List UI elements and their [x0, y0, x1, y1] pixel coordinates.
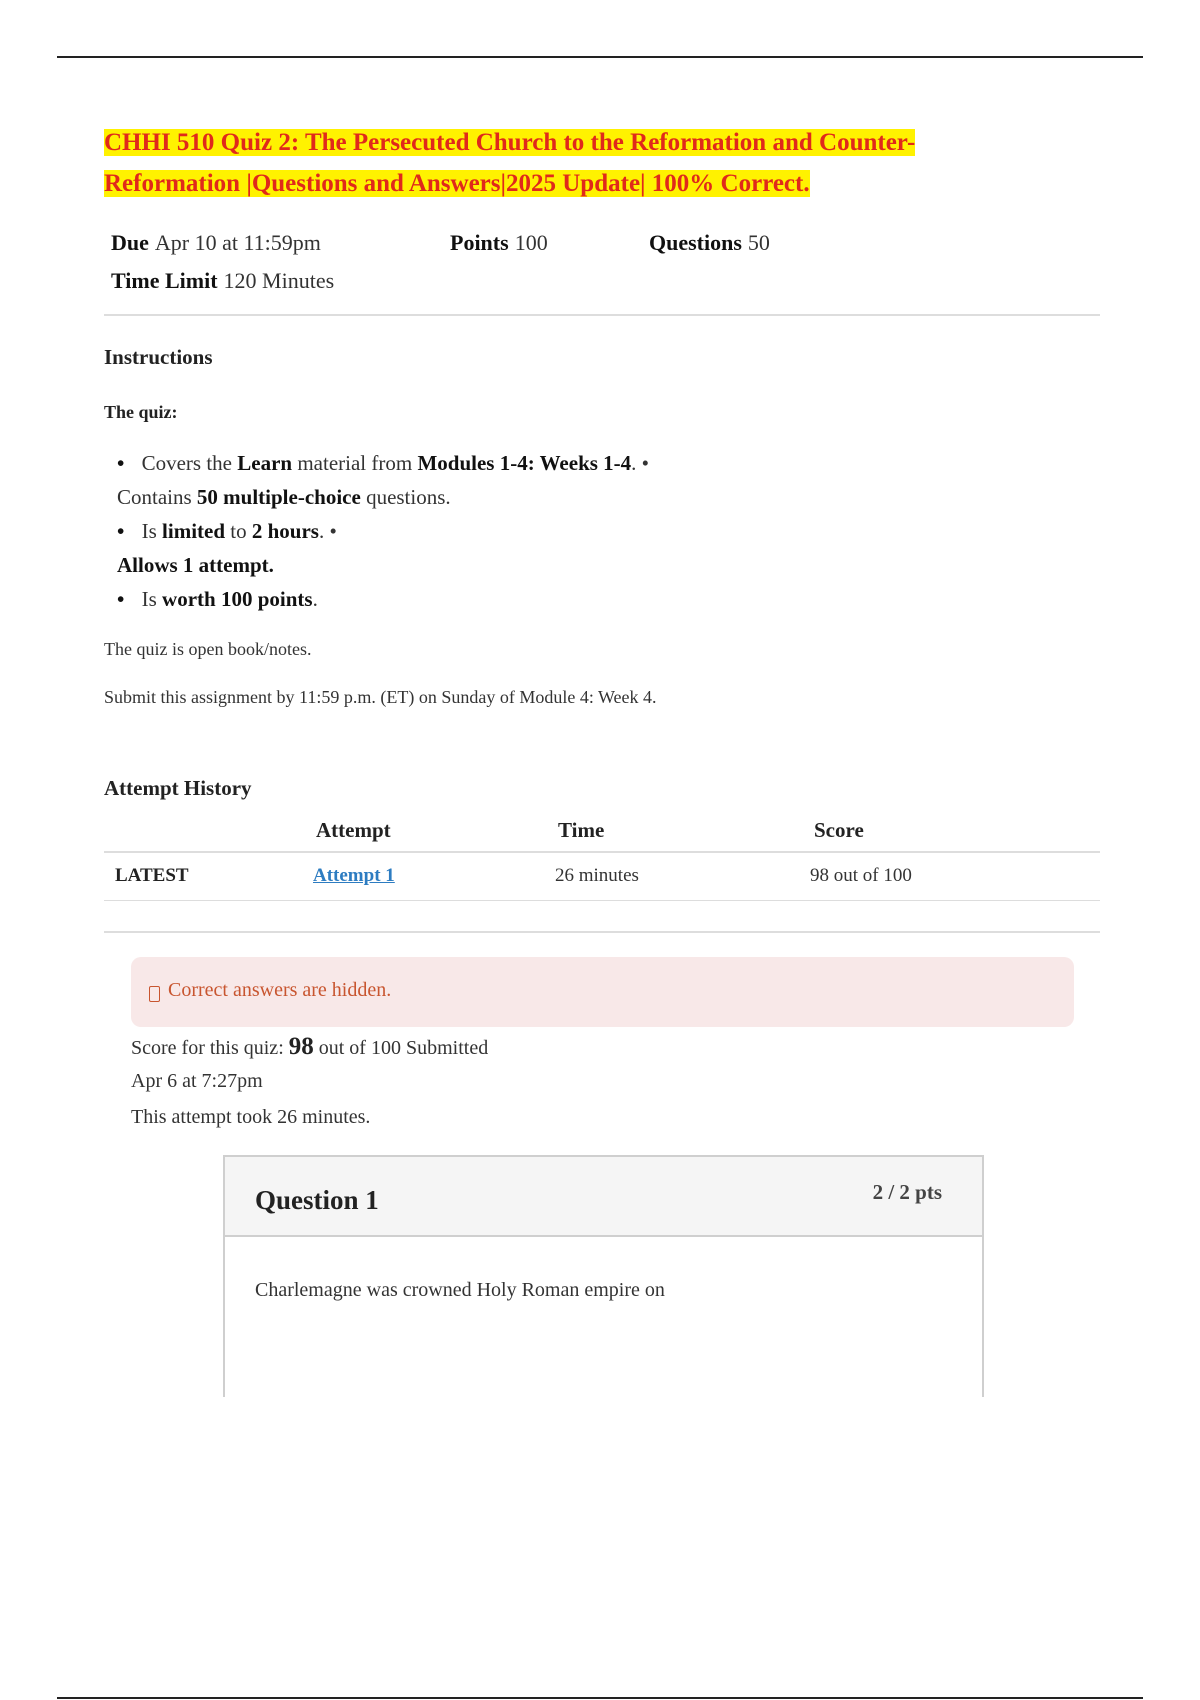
column-header-attempt: Attempt: [316, 818, 391, 842]
section-divider: [104, 931, 1100, 933]
submitted-date: Apr 6 at 7:27pm: [131, 1070, 263, 1092]
page-title: [104, 122, 1104, 204]
instruction-bold: Learn: [237, 451, 293, 475]
instruction-text: Is: [141, 587, 163, 611]
instruction-text: Contains: [117, 485, 197, 509]
column-header-time: Time: [558, 818, 605, 842]
instruction-bold: worth 100 points: [162, 587, 313, 611]
title-line-1: CHHI 510 Quiz 2: The Persecuted Church to the Reformation and Counter-: [104, 129, 916, 156]
time-limit-label: Time Limit: [111, 268, 218, 293]
meta-divider: [104, 314, 1100, 316]
top-rule: [57, 56, 1143, 58]
points-label: Points: [450, 230, 509, 255]
due-meta: [111, 230, 321, 256]
instruction-bold: 50 multiple-choice: [196, 485, 361, 509]
instruction-text: material from: [292, 451, 418, 475]
instruction-bold: Modules 1-4: Weeks 1-4: [417, 451, 632, 475]
time-limit-meta: [111, 268, 334, 294]
quiz-score-line: [131, 1033, 488, 1061]
instruction-text: Is: [141, 519, 163, 543]
bottom-rule: [57, 1697, 1143, 1699]
instruction-text: . •: [631, 451, 650, 475]
instruction-item-1: [117, 451, 649, 476]
due-value: Apr 10 at 11:59pm: [154, 230, 321, 255]
attempt-duration: This attempt took 26 minutes.: [131, 1106, 371, 1128]
latest-label: LATEST: [115, 865, 189, 886]
instructions-heading: Instructions: [104, 345, 213, 369]
question-points: 2 / 2 pts: [872, 1180, 942, 1204]
questions-meta: [649, 230, 770, 256]
instruction-text: to: [225, 519, 252, 543]
attempt-time: 26 minutes: [555, 865, 639, 886]
open-book-note: The quiz is open book/notes.: [104, 639, 312, 659]
question-text: Charlemagne was crowned Holy Roman empire on: [255, 1279, 665, 1301]
question-card: [223, 1155, 984, 1397]
instruction-text: .: [312, 587, 318, 611]
due-label: Due: [111, 230, 149, 255]
score-prefix: Score for this quiz:: [131, 1037, 289, 1059]
points-value: 100: [514, 230, 548, 255]
alert-text: Correct answers are hidden.: [168, 979, 392, 1001]
instruction-item-5: [117, 587, 318, 612]
submit-note: Submit this assignment by 11:59 p.m. (ET) on Sunday of Module 4: Week 4.: [104, 687, 657, 707]
score-suffix: out of 100 Submitted: [313, 1037, 489, 1059]
questions-label: Questions: [649, 230, 742, 255]
instruction-bold: limited: [162, 519, 226, 543]
instruction-item-3: [117, 519, 337, 544]
instruction-item-2: [117, 485, 451, 510]
table-header-divider: [104, 851, 1100, 853]
attempt-score: 98 out of 100: [810, 865, 912, 886]
column-header-score: Score: [814, 818, 864, 842]
attempt-history-heading: Attempt History: [104, 776, 252, 800]
table-row-divider: [104, 900, 1100, 901]
instruction-bold: Allows 1 attempt.: [117, 553, 274, 577]
title-line-2: Reformation |Questions and Answers|2025 Update| 100% Correct.: [104, 170, 810, 197]
question-title: Question 1: [255, 1185, 379, 1215]
instruction-bold: 2 hours: [251, 519, 319, 543]
attempt-link[interactable]: [313, 865, 395, 887]
questions-value: 50: [747, 230, 770, 255]
time-limit-value: 120 Minutes: [223, 268, 335, 293]
attempt-link-text[interactable]: Attempt 1: [313, 865, 395, 886]
warning-icon: [149, 986, 160, 1002]
correct-answers-hidden-alert: [131, 957, 1074, 1027]
instruction-text: Covers the: [141, 451, 238, 475]
instruction-text: questions.: [360, 485, 451, 509]
score-value: 98: [288, 1033, 314, 1060]
instruction-item-4: [117, 553, 274, 578]
instruction-text: . •: [318, 519, 337, 543]
question-header: [225, 1157, 982, 1237]
points-meta: [450, 230, 548, 256]
instructions-subheading: The quiz:: [104, 402, 178, 422]
